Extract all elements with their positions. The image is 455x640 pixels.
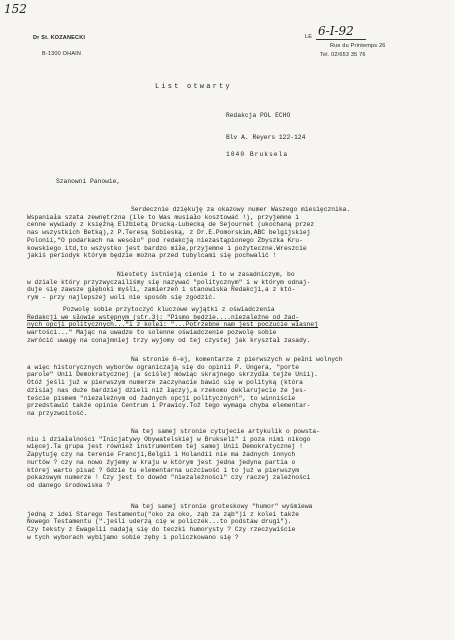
text-line: Zapytuję czy na terenie Francji,Belgii i Holandii nie ma żadnych innych: [27, 451, 296, 459]
sender-address: B-1300 OHAIN: [42, 51, 82, 57]
text-line: cenne wywiady z księżną Elżbietą Drucką-Lubecką de Sejournet (ukochaną przez: [27, 221, 315, 229]
text-line: Czy teksty z Ewagelii nadają się do teczki humorysty ? Czy rzeczywiście: [27, 526, 296, 534]
text-line: w dziale który przyzwyczailiśmy się nazywać "politycznym" i w którym odnaj-: [27, 278, 311, 286]
letter-title: List otwarty: [155, 83, 232, 91]
text-line: której warto pisać ? Gdzie tu elementarna uczciwość i to już w pierwszym: [27, 466, 300, 474]
text-line: a więc historycznych wyborów ograniczają się do opinii P. Ungera, "porte: [27, 363, 300, 371]
text-line: Na tej samej stronie groteskowy "humor" wyśmiewa: [131, 503, 313, 510]
text-line: jedną z idei Starego Testamentu("oko za oko, ząb za ząb")i z kolei także: [27, 510, 300, 518]
text-line: nas wszystkich Betką),z P.Teresą Sobieską, z Dr.E.Pomorskim,ABC belgijskiej: [27, 229, 311, 237]
text-line: więcej.Ta grupa jest również instrumentem tej samej Unii Demokratycznej !: [27, 443, 303, 451]
text-line: Na tej samej stronie cytujecie artykulik o powsta-: [131, 428, 320, 435]
paragraph-6: [27, 503, 432, 542]
reference-mark: 152: [4, 2, 27, 16]
date-rule: [316, 39, 366, 40]
text-line: duje się zawsze głęboki myśli, zamierzeń i stanowiska Redakcji,a z któ-: [27, 286, 296, 294]
text-line: nurtów ? czy na nowo żyjemy w kraju w którym jest jedna jedyna partia o: [27, 458, 296, 466]
paragraph-4: [27, 356, 432, 418]
paragraph-3: [27, 306, 432, 345]
text-line: przedstawić także opinie Centrum i Prawicy.Toż tego wymaga chyba elementar-: [27, 402, 311, 410]
text-line: dzisiaj nas duże bardziej dzieli niż łączy),a rzekomo deklarujecie że jes-: [27, 386, 307, 394]
text-line: parole" Unii Demokratycznej (a ściślej mówiąc skrajnego skrzydła tejże Unii).: [27, 371, 318, 379]
paragraph-5: [27, 428, 432, 490]
recipient-line-3: 1040 Bruksela: [226, 151, 289, 158]
text-line: wartości..." Mając na uwadze to solenne oświadczenie pozwolę sobie: [27, 329, 277, 337]
text-line: Otóż jeśli już w pierwszym numerze zaczynacie bawić się w polityką (która: [27, 379, 303, 387]
text-line: nych opcji politycznych..."i z kolei: "...Potrzebne nam jest poczucie własnej: [27, 321, 318, 329]
text-line: Wspaniała szata zewnętrzna (ile to Was musiało kosztować !), przyjemne i: [27, 213, 300, 221]
text-line: rym - przy najlepszej woli nie sposób się zgodzić.: [27, 294, 216, 302]
handwritten-date: 6-I-92: [318, 24, 354, 38]
text-line: od danego środowiska ?: [27, 481, 111, 489]
date-prefix: LE: [305, 34, 313, 40]
recipient-line-1: Redakcja POL ECHO: [226, 112, 291, 119]
text-line: Serdecznie dziękuję za okazowy numer Waszego miesięcznika.: [131, 206, 351, 213]
text-line: kowskiego itd,to wszystko jest bardzo miłe,przyjemne i pożyteczne.Wreszcie: [27, 244, 307, 252]
text-line: Redakcji we słowie wstępnym (str.3): "Pismo będzie....niezależne od żad-: [27, 313, 300, 321]
text-line: zwrócić uwagę na conajmniej trzy wyjomy od tej czystej jak kryształ zasady.: [27, 336, 311, 344]
text-line: pokazowym numerze ! Czy jest to dowód "niezależności" czy raczej zależności: [27, 474, 311, 482]
text-line: Polonii,"O podarkach na wesoło" pod redakcją niezastąpionego Zbyszka Kru-: [27, 236, 303, 244]
salutation: Szanowni Panowie,: [56, 178, 121, 185]
sender-name: Dr St. KOZANECKI: [33, 35, 86, 41]
text-line: Niestety istnieją cienie i to w zasadniczym, bo: [117, 271, 295, 278]
telephone: Tel. 02/653 35 76: [320, 52, 366, 58]
text-line: niu i działalności "Inicjatywy Obywatelskiej w Brukseli" i poza nimi nikogo: [27, 435, 311, 443]
text-line: Nowego Testamentu (".jeśli uderzą cię w policzek...to podstaw drugi").: [27, 518, 292, 526]
text-line: Pozwolę sobie przytoczyć kluczowe wyjątki z oświadczenia: [63, 306, 275, 313]
paragraph-1: [27, 206, 432, 260]
paragraph-2: [27, 271, 432, 302]
text-line: teście pismem "niezależnym od żadnych opcji politycznych", to winniście: [27, 394, 296, 402]
text-line: w tych wyborach wybijamo sobie zęby i policzkowano się ?: [27, 533, 239, 541]
text-line: Na stronie 6-ej, komentarze z pierwszych w pełni wolnych: [131, 356, 343, 363]
text-line: jakiś periodyk którym będzie można przed tubylcami się pochwalić !: [27, 252, 277, 260]
recipient-line-2: Blv A. Reyers 122-124: [226, 134, 306, 141]
text-line: na przyzwoitość.: [27, 409, 88, 417]
street-address: Rue du Printemps 26: [330, 43, 386, 49]
